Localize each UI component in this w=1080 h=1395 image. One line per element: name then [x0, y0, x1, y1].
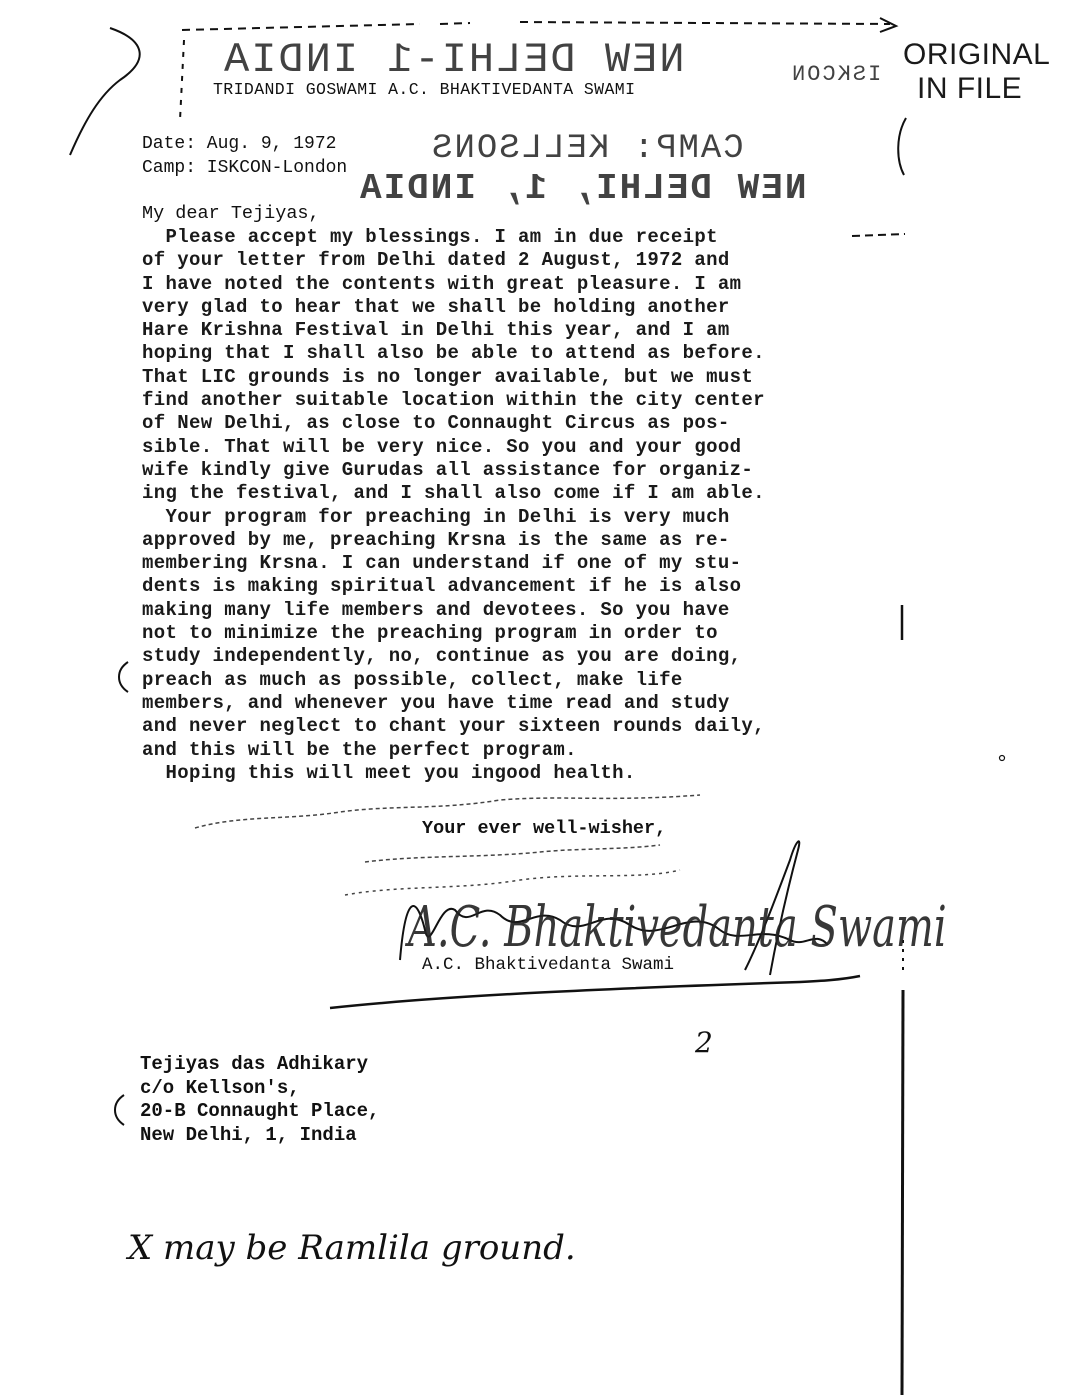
body-line: I have noted the contents with great pleasure. I am	[142, 272, 742, 295]
body-line: very glad to hear that we shall be holding another	[142, 295, 730, 318]
top-dashed-line	[182, 22, 890, 30]
bleed-scribble-2	[365, 845, 660, 862]
body-line: dents is making spiritual advancement if he is also	[142, 575, 742, 598]
original-in-file-stamp	[903, 38, 1050, 106]
left-paren-1	[119, 662, 128, 692]
body-line: not to minimize the preaching program in order to	[142, 622, 718, 645]
body-line: of your letter from Delhi dated 2 August, 1972 and	[142, 249, 730, 272]
corner-curve	[70, 28, 140, 155]
address-line: Tejiyas das Adhikary	[140, 1053, 369, 1075]
stamp-line-1: ORIGINAL	[903, 38, 1051, 71]
body-line: Hoping this will meet you ingood health.	[142, 761, 636, 784]
body-line: and this will be the perfect program.	[142, 738, 577, 761]
right-bracket	[898, 118, 906, 175]
left-dashed-line	[180, 40, 184, 120]
left-paren-2	[115, 1095, 124, 1125]
speck	[1000, 756, 1005, 761]
closing: Your ever well-wisher,	[422, 818, 667, 839]
address-line: c/o Kellson's,	[140, 1076, 300, 1099]
letter-camp: Camp: ISKCON-London	[142, 158, 348, 178]
address-line: 20-B Connaught Place,	[140, 1100, 380, 1122]
body-line: making many life members and devotees. So you have	[142, 598, 730, 621]
recipient-address	[140, 1053, 379, 1147]
top-arrow	[880, 18, 896, 32]
body-line: Please accept my blessings. I am in due receipt	[142, 226, 718, 248]
body-line: approved by me, preaching Krsna is the same as re-	[142, 528, 730, 551]
body-line: of New Delhi, as close to Connaught Circus as pos-	[142, 412, 730, 435]
letter-meta	[142, 132, 347, 180]
address-line: New Delhi, 1, India	[140, 1123, 357, 1146]
body-line: membering Krsna. I can understand if one of my stu-	[142, 552, 742, 575]
body-line: Hare Krishna Festival in Delhi this year, and I am	[142, 319, 730, 342]
body-line: find another suitable location within the city center	[142, 389, 765, 412]
handwritten-signature: A.C. Bhaktivedanta Swami	[408, 895, 947, 961]
salutation: My dear Tejiyas,	[142, 203, 320, 224]
signer-name: A.C. Bhaktivedanta Swami	[422, 955, 675, 975]
letter-body	[142, 226, 902, 785]
body-line: study independently, no, continue as you are doing,	[142, 645, 742, 668]
body-line: members, and whenever you have time read and study	[142, 691, 730, 714]
letterhead: TRIDANDI GOSWAMI A.C. BHAKTIVEDANTA SWAMI	[213, 80, 636, 99]
right-margin-line	[902, 990, 903, 1395]
bleed-through-top: NEW DELHI-1 INDIA	[222, 36, 685, 84]
bleed-through-row2: ISKCON	[790, 62, 882, 87]
signature-flourish	[330, 976, 860, 1008]
bleed-through-row3: CAMP: KELLSONS	[430, 130, 744, 168]
body-line: preach as much as possible, collect, make life	[142, 668, 683, 691]
bleed-through-row4: NEW DELHI, 1, INDIA	[358, 168, 807, 209]
letter-date: Date: Aug. 9, 1972	[142, 134, 337, 154]
stamp-line-2: IN FILE	[917, 72, 1023, 105]
body-line: That LIC grounds is no longer available, but we must	[142, 365, 754, 388]
body-line: Your program for preaching in Delhi is very much	[142, 505, 730, 528]
body-line: hoping that I shall also be able to attend as before.	[142, 342, 765, 365]
page-number: 2	[695, 1026, 713, 1059]
handwritten-note: X may be Ramlila ground.	[128, 1228, 576, 1268]
body-line: sible. That will be very nice. So you and your good	[142, 435, 742, 458]
bleed-scribble-3	[345, 870, 680, 895]
body-line: and never neglect to chant your sixteen rounds daily,	[142, 715, 765, 738]
body-line: wife kindly give Gurudas all assistance for organiz-	[142, 458, 754, 481]
body-line: ing the festival, and I shall also come if I am able.	[142, 482, 765, 505]
